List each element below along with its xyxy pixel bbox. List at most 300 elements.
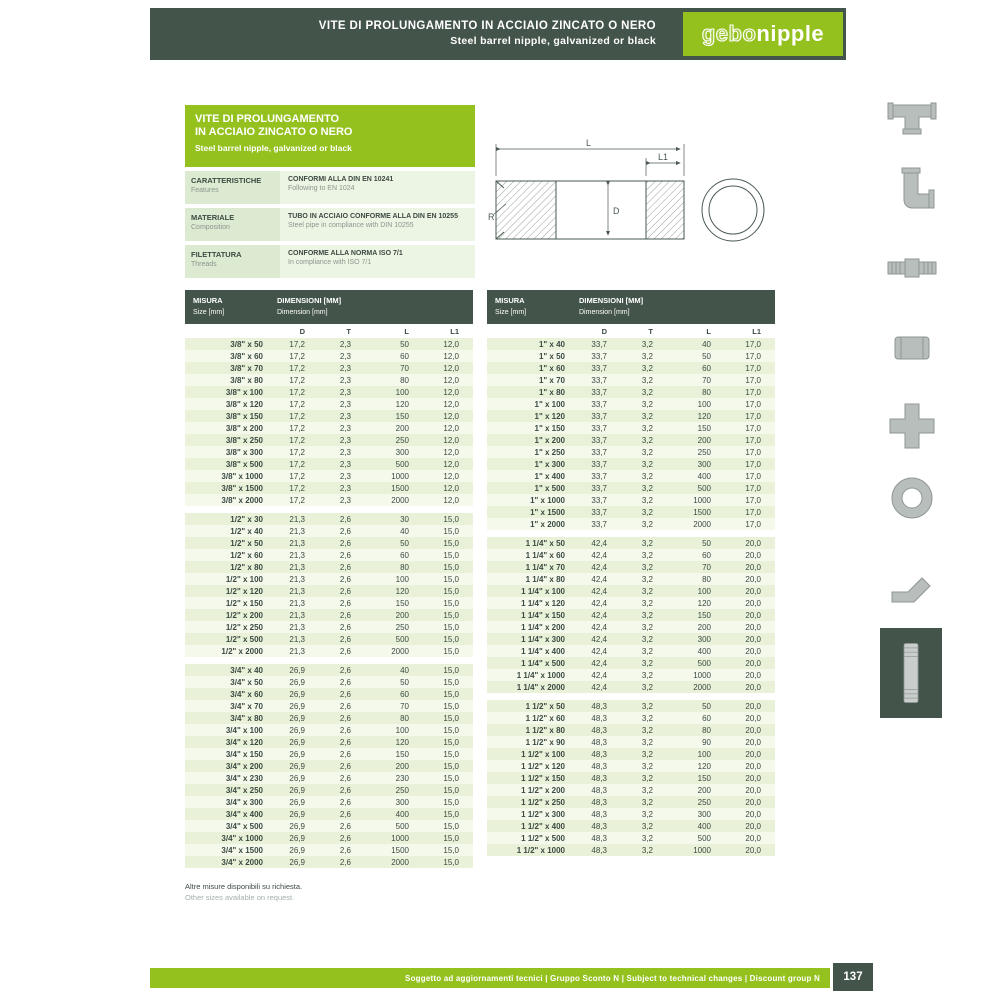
cell-value: 2,6 bbox=[339, 665, 351, 675]
cell-size: 1" x 40 bbox=[538, 339, 565, 349]
table-header bbox=[185, 290, 473, 324]
table-row bbox=[487, 724, 775, 736]
col-t: T bbox=[648, 326, 653, 336]
cell-value: 21,3 bbox=[289, 622, 305, 632]
cell-value: 20,0 bbox=[745, 574, 761, 584]
cell-value: 26,9 bbox=[289, 701, 305, 711]
cell-value: 3,2 bbox=[641, 610, 653, 620]
table-group-gap bbox=[487, 693, 775, 700]
cell-value: 2,6 bbox=[339, 562, 351, 572]
cell-value: 48,3 bbox=[591, 749, 607, 759]
cell-value: 20,0 bbox=[745, 586, 761, 596]
cell-value: 33,7 bbox=[591, 519, 607, 529]
cell-value: 33,7 bbox=[591, 363, 607, 373]
cell-value: 2,6 bbox=[339, 773, 351, 783]
cell-value: 2000 bbox=[391, 495, 409, 505]
cell-value: 2,6 bbox=[339, 622, 351, 632]
table-row bbox=[185, 688, 473, 700]
cell-value: 50 bbox=[702, 538, 711, 548]
cell-value: 3,2 bbox=[641, 725, 653, 735]
table-row bbox=[487, 422, 775, 434]
cell-value: 26,9 bbox=[289, 677, 305, 687]
cell-value: 100 bbox=[395, 725, 409, 735]
cell-value: 500 bbox=[697, 483, 711, 493]
cell-size: 1" x 80 bbox=[538, 387, 565, 397]
table-subheader bbox=[185, 324, 473, 338]
product-title-it-1: VITE DI PROLUNGAMENTO bbox=[195, 113, 340, 125]
cell-size: 1/2" x 50 bbox=[230, 538, 263, 548]
cell-value: 250 bbox=[697, 797, 711, 807]
cell-size: 1" x 120 bbox=[534, 411, 565, 421]
cell-value: 20,0 bbox=[745, 713, 761, 723]
cell-value: 3,2 bbox=[641, 363, 653, 373]
product-title-en: Steel barrel nipple, galvanized or black bbox=[195, 143, 352, 153]
cell-value: 2,3 bbox=[339, 339, 351, 349]
spec-row-composition bbox=[185, 208, 475, 241]
col-l1: L1 bbox=[752, 326, 761, 336]
cell-value: 33,7 bbox=[591, 399, 607, 409]
cell-value: 48,3 bbox=[591, 761, 607, 771]
spec-label bbox=[185, 245, 280, 278]
cell-value: 17,2 bbox=[289, 387, 305, 397]
cell-value: 33,7 bbox=[591, 387, 607, 397]
cell-value: 26,9 bbox=[289, 833, 305, 843]
cell-size: 1" x 1000 bbox=[530, 495, 565, 505]
size-table-right bbox=[487, 290, 775, 856]
cell-size: 3/4" x 400 bbox=[225, 809, 263, 819]
cell-size: 3/8" x 500 bbox=[225, 459, 263, 469]
cell-value: 17,0 bbox=[745, 411, 761, 421]
col-l: L bbox=[706, 326, 711, 336]
cell-size: 1" x 200 bbox=[534, 435, 565, 445]
cell-value: 20,0 bbox=[745, 646, 761, 656]
cell-value: 12,0 bbox=[443, 459, 459, 469]
cell-value: 17,0 bbox=[745, 423, 761, 433]
cell-value: 17,0 bbox=[745, 507, 761, 517]
spec-label-en: Composition bbox=[191, 224, 230, 231]
cell-value: 42,4 bbox=[591, 598, 607, 608]
cell-value: 15,0 bbox=[443, 845, 459, 855]
cell-value: 250 bbox=[395, 785, 409, 795]
cell-value: 30 bbox=[400, 514, 409, 524]
cell-value: 17,2 bbox=[289, 363, 305, 373]
cell-value: 3,2 bbox=[641, 483, 653, 493]
cell-value: 26,9 bbox=[289, 725, 305, 735]
cell-value: 3,2 bbox=[641, 670, 653, 680]
spec-row-threads bbox=[185, 245, 475, 278]
cell-size: 1" x 500 bbox=[534, 483, 565, 493]
cell-size: 1" x 60 bbox=[538, 363, 565, 373]
cell-value: 2,6 bbox=[339, 797, 351, 807]
cell-value: 15,0 bbox=[443, 550, 459, 560]
cell-value: 20,0 bbox=[745, 622, 761, 632]
cell-value: 3,2 bbox=[641, 423, 653, 433]
cell-value: 20,0 bbox=[745, 749, 761, 759]
cell-value: 15,0 bbox=[443, 785, 459, 795]
table-row bbox=[185, 422, 473, 434]
table-row bbox=[185, 410, 473, 422]
cell-value: 33,7 bbox=[591, 471, 607, 481]
dimension-label: Dimension [mm] bbox=[277, 309, 328, 316]
cell-value: 33,7 bbox=[591, 339, 607, 349]
cell-value: 2,6 bbox=[339, 598, 351, 608]
table-row bbox=[185, 856, 473, 868]
col-l1: L1 bbox=[450, 326, 459, 336]
cell-value: 200 bbox=[395, 423, 409, 433]
footnote bbox=[185, 882, 302, 902]
cell-value: 120 bbox=[697, 411, 711, 421]
cell-value: 200 bbox=[395, 610, 409, 620]
cell-value: 21,3 bbox=[289, 514, 305, 524]
cell-value: 120 bbox=[697, 598, 711, 608]
cell-value: 33,7 bbox=[591, 435, 607, 445]
table-row bbox=[185, 338, 473, 350]
table-body-right bbox=[487, 338, 775, 856]
cell-value: 500 bbox=[697, 658, 711, 668]
table-row bbox=[487, 669, 775, 681]
cell-value: 33,7 bbox=[591, 507, 607, 517]
cell-value: 100 bbox=[697, 586, 711, 596]
bend-fitting-icon bbox=[884, 558, 940, 614]
spec-value-it: CONFORME ALLA NORMA ISO 7/1 bbox=[288, 250, 403, 257]
table-row bbox=[185, 374, 473, 386]
cell-value: 20,0 bbox=[745, 737, 761, 747]
cell-value: 40 bbox=[400, 665, 409, 675]
cell-value: 250 bbox=[395, 435, 409, 445]
cell-size: 1/2" x 60 bbox=[230, 550, 263, 560]
cell-value: 100 bbox=[697, 399, 711, 409]
cell-value: 20,0 bbox=[745, 658, 761, 668]
cell-value: 2,6 bbox=[339, 550, 351, 560]
spec-label-it: MATERIALE bbox=[191, 213, 235, 222]
cell-value: 21,3 bbox=[289, 646, 305, 656]
cell-size: 1 1/2" x 60 bbox=[525, 713, 565, 723]
cell-size: 3/4" x 250 bbox=[225, 785, 263, 795]
cell-size: 3/8" x 80 bbox=[230, 375, 263, 385]
cell-value: 100 bbox=[697, 749, 711, 759]
cell-size: 1 1/4" x 400 bbox=[521, 646, 565, 656]
cell-value: 200 bbox=[697, 622, 711, 632]
cell-value: 3,2 bbox=[641, 821, 653, 831]
brand-logo-gebo: gebo bbox=[701, 21, 757, 46]
cell-value: 33,7 bbox=[591, 495, 607, 505]
cell-value: 21,3 bbox=[289, 550, 305, 560]
cell-size: 1 1/2" x 50 bbox=[525, 701, 565, 711]
cell-value: 2,6 bbox=[339, 785, 351, 795]
footer-bar bbox=[150, 968, 830, 988]
cell-value: 20,0 bbox=[745, 773, 761, 783]
table-row bbox=[487, 748, 775, 760]
cell-value: 12,0 bbox=[443, 375, 459, 385]
cell-value: 21,3 bbox=[289, 526, 305, 536]
cell-value: 15,0 bbox=[443, 665, 459, 675]
cell-size: 1 1/2" x 150 bbox=[521, 773, 565, 783]
cell-value: 12,0 bbox=[443, 399, 459, 409]
cell-size: 3/4" x 230 bbox=[225, 773, 263, 783]
cell-value: 2000 bbox=[391, 646, 409, 656]
cell-value: 2,3 bbox=[339, 351, 351, 361]
table-row bbox=[487, 338, 775, 350]
cell-value: 48,3 bbox=[591, 713, 607, 723]
cell-value: 2,3 bbox=[339, 495, 351, 505]
cell-value: 42,4 bbox=[591, 646, 607, 656]
cell-size: 3/4" x 150 bbox=[225, 749, 263, 759]
spec-label-it: CARATTERISTICHE bbox=[191, 176, 262, 185]
table-row bbox=[487, 518, 775, 530]
col-t: T bbox=[346, 326, 351, 336]
dimensioni-label: DIMENSIONI [MM] bbox=[579, 296, 644, 305]
cell-value: 100 bbox=[395, 574, 409, 584]
table-row bbox=[487, 712, 775, 724]
table-row bbox=[185, 712, 473, 724]
cell-value: 17,2 bbox=[289, 459, 305, 469]
cell-value: 26,9 bbox=[289, 857, 305, 867]
cell-value: 60 bbox=[400, 550, 409, 560]
cell-value: 26,9 bbox=[289, 665, 305, 675]
cell-value: 26,9 bbox=[289, 797, 305, 807]
cell-value: 17,0 bbox=[745, 459, 761, 469]
cell-value: 15,0 bbox=[443, 749, 459, 759]
footnote-it: Altre misure disponibili su richiesta. bbox=[185, 882, 303, 891]
table-row bbox=[185, 482, 473, 494]
cell-size: 1" x 2000 bbox=[530, 519, 565, 529]
cell-size: 3/8" x 50 bbox=[230, 339, 263, 349]
cell-value: 17,0 bbox=[745, 387, 761, 397]
cell-value: 3,2 bbox=[641, 550, 653, 560]
cell-value: 26,9 bbox=[289, 809, 305, 819]
cell-value: 3,2 bbox=[641, 833, 653, 843]
spec-value bbox=[280, 245, 475, 278]
cell-size: 1 1/2" x 250 bbox=[521, 797, 565, 807]
cell-value: 500 bbox=[697, 833, 711, 843]
table-row bbox=[185, 470, 473, 482]
table-row bbox=[185, 700, 473, 712]
cell-value: 2,6 bbox=[339, 713, 351, 723]
table-row bbox=[185, 494, 473, 506]
cell-value: 80 bbox=[702, 574, 711, 584]
cell-value: 60 bbox=[702, 550, 711, 560]
cell-value: 17,0 bbox=[745, 471, 761, 481]
cell-size: 1/2" x 2000 bbox=[221, 646, 263, 656]
cell-size: 1 1/4" x 200 bbox=[521, 622, 565, 632]
cell-value: 15,0 bbox=[443, 526, 459, 536]
cell-value: 15,0 bbox=[443, 713, 459, 723]
cell-value: 3,2 bbox=[641, 737, 653, 747]
cell-value: 200 bbox=[697, 785, 711, 795]
cell-value: 42,4 bbox=[591, 538, 607, 548]
cell-value: 2,6 bbox=[339, 634, 351, 644]
cell-size: 3/4" x 2000 bbox=[221, 857, 263, 867]
cell-size: 1" x 70 bbox=[538, 375, 565, 385]
cell-size: 1 1/4" x 60 bbox=[525, 550, 565, 560]
brand-logo bbox=[683, 12, 843, 56]
table-row bbox=[487, 832, 775, 844]
table-row bbox=[487, 350, 775, 362]
cell-value: 300 bbox=[697, 634, 711, 644]
cell-value: 2,6 bbox=[339, 574, 351, 584]
elbow-fitting-icon bbox=[884, 162, 940, 218]
spec-label-en: Features bbox=[191, 187, 219, 194]
cell-size: 1/2" x 150 bbox=[225, 598, 263, 608]
cell-size: 1" x 250 bbox=[534, 447, 565, 457]
cell-value: 3,2 bbox=[641, 459, 653, 469]
table-row bbox=[487, 700, 775, 712]
cell-size: 3/8" x 1500 bbox=[221, 483, 263, 493]
cell-size: 1 1/4" x 1000 bbox=[516, 670, 565, 680]
cell-value: 3,2 bbox=[641, 471, 653, 481]
table-row bbox=[487, 362, 775, 374]
table-row bbox=[487, 573, 775, 585]
table-row bbox=[487, 446, 775, 458]
cell-value: 3,2 bbox=[641, 701, 653, 711]
cell-value: 33,7 bbox=[591, 447, 607, 457]
cell-size: 1/2" x 250 bbox=[225, 622, 263, 632]
cell-value: 50 bbox=[400, 677, 409, 687]
table-row bbox=[185, 561, 473, 573]
table-row bbox=[487, 844, 775, 856]
table-row bbox=[487, 561, 775, 573]
cell-value: 2,3 bbox=[339, 387, 351, 397]
cell-value: 20,0 bbox=[745, 562, 761, 572]
table-row bbox=[487, 482, 775, 494]
cell-value: 3,2 bbox=[641, 797, 653, 807]
cell-value: 3,2 bbox=[641, 411, 653, 421]
cell-value: 17,0 bbox=[745, 495, 761, 505]
cell-value: 40 bbox=[400, 526, 409, 536]
cell-value: 33,7 bbox=[591, 423, 607, 433]
socket-fitting-icon bbox=[884, 320, 940, 376]
cell-value: 20,0 bbox=[745, 598, 761, 608]
spec-value-en: Following to EN 1024 bbox=[288, 185, 355, 192]
cell-value: 33,7 bbox=[591, 459, 607, 469]
cell-value: 300 bbox=[697, 459, 711, 469]
footnote-en: Other sizes available on request. bbox=[185, 893, 295, 902]
table-row bbox=[487, 633, 775, 645]
table-group-gap bbox=[185, 506, 473, 513]
cell-value: 2,6 bbox=[339, 761, 351, 771]
cell-value: 3,2 bbox=[641, 495, 653, 505]
cell-value: 15,0 bbox=[443, 677, 459, 687]
cell-value: 3,2 bbox=[641, 749, 653, 759]
cell-value: 17,2 bbox=[289, 471, 305, 481]
cell-value: 80 bbox=[400, 562, 409, 572]
cell-value: 2,6 bbox=[339, 689, 351, 699]
col-d: D bbox=[299, 326, 305, 336]
cell-value: 3,2 bbox=[641, 507, 653, 517]
cell-size: 3/8" x 100 bbox=[225, 387, 263, 397]
cell-value: 2,6 bbox=[339, 514, 351, 524]
cell-value: 3,2 bbox=[641, 538, 653, 548]
cell-value: 17,2 bbox=[289, 483, 305, 493]
cell-value: 3,2 bbox=[641, 773, 653, 783]
cell-value: 20,0 bbox=[745, 538, 761, 548]
cell-size: 1/2" x 40 bbox=[230, 526, 263, 536]
cell-value: 1000 bbox=[391, 833, 409, 843]
cell-value: 80 bbox=[400, 713, 409, 723]
cell-value: 20,0 bbox=[745, 785, 761, 795]
cell-value: 1000 bbox=[693, 845, 711, 855]
cell-value: 17,2 bbox=[289, 435, 305, 445]
cell-value: 2,3 bbox=[339, 483, 351, 493]
cell-value: 3,2 bbox=[641, 574, 653, 584]
cell-value: 26,9 bbox=[289, 713, 305, 723]
cell-value: 120 bbox=[395, 399, 409, 409]
cell-value: 17,2 bbox=[289, 399, 305, 409]
cell-value: 17,0 bbox=[745, 435, 761, 445]
cell-size: 3/8" x 200 bbox=[225, 423, 263, 433]
cell-value: 42,4 bbox=[591, 610, 607, 620]
cell-value: 70 bbox=[400, 701, 409, 711]
cell-value: 2,6 bbox=[339, 749, 351, 759]
cell-size: 1 1/2" x 1000 bbox=[516, 845, 565, 855]
cell-value: 33,7 bbox=[591, 411, 607, 421]
cell-size: 1" x 50 bbox=[538, 351, 565, 361]
cell-value: 2,6 bbox=[339, 526, 351, 536]
cell-size: 3/4" x 60 bbox=[230, 689, 263, 699]
table-row bbox=[487, 494, 775, 506]
cell-size: 3/8" x 250 bbox=[225, 435, 263, 445]
cell-value: 17,2 bbox=[289, 411, 305, 421]
cell-value: 2000 bbox=[693, 682, 711, 692]
spec-value-it: CONFORMI ALLA DIN EN 10241 bbox=[288, 176, 394, 183]
table-row bbox=[185, 525, 473, 537]
table-row bbox=[487, 681, 775, 693]
cell-value: 15,0 bbox=[443, 586, 459, 596]
cell-value: 400 bbox=[395, 809, 409, 819]
cell-value: 50 bbox=[702, 351, 711, 361]
cell-value: 2,6 bbox=[339, 646, 351, 656]
cell-value: 48,3 bbox=[591, 785, 607, 795]
table-row bbox=[487, 645, 775, 657]
table-row bbox=[487, 506, 775, 518]
cell-value: 21,3 bbox=[289, 634, 305, 644]
cell-size: 1" x 400 bbox=[534, 471, 565, 481]
cell-value: 3,2 bbox=[641, 435, 653, 445]
size-label: Size [mm] bbox=[193, 309, 225, 316]
table-row bbox=[185, 621, 473, 633]
table-row bbox=[487, 398, 775, 410]
cell-value: 15,0 bbox=[443, 725, 459, 735]
cell-value: 26,9 bbox=[289, 773, 305, 783]
cell-size: 3/4" x 70 bbox=[230, 701, 263, 711]
table-row bbox=[185, 676, 473, 688]
cell-size: 3/4" x 1000 bbox=[221, 833, 263, 843]
cell-value: 250 bbox=[697, 447, 711, 457]
cell-value: 60 bbox=[702, 363, 711, 373]
cell-value: 17,2 bbox=[289, 375, 305, 385]
cell-value: 150 bbox=[395, 749, 409, 759]
table-row bbox=[185, 573, 473, 585]
cell-size: 1 1/4" x 2000 bbox=[516, 682, 565, 692]
cell-size: 3/8" x 120 bbox=[225, 399, 263, 409]
cell-value: 3,2 bbox=[641, 845, 653, 855]
cell-value: 20,0 bbox=[745, 550, 761, 560]
barrel-nipple-icon bbox=[885, 633, 937, 713]
cell-value: 42,4 bbox=[591, 562, 607, 572]
cell-value: 33,7 bbox=[591, 375, 607, 385]
cell-size: 3/8" x 1000 bbox=[221, 471, 263, 481]
cell-value: 2,3 bbox=[339, 423, 351, 433]
table-row bbox=[487, 434, 775, 446]
cell-value: 42,4 bbox=[591, 586, 607, 596]
cell-size: 1/2" x 120 bbox=[225, 586, 263, 596]
cell-value: 300 bbox=[697, 809, 711, 819]
table-row bbox=[185, 748, 473, 760]
cell-value: 200 bbox=[697, 435, 711, 445]
cell-value: 3,2 bbox=[641, 622, 653, 632]
cell-value: 42,4 bbox=[591, 682, 607, 692]
cell-value: 1500 bbox=[391, 483, 409, 493]
